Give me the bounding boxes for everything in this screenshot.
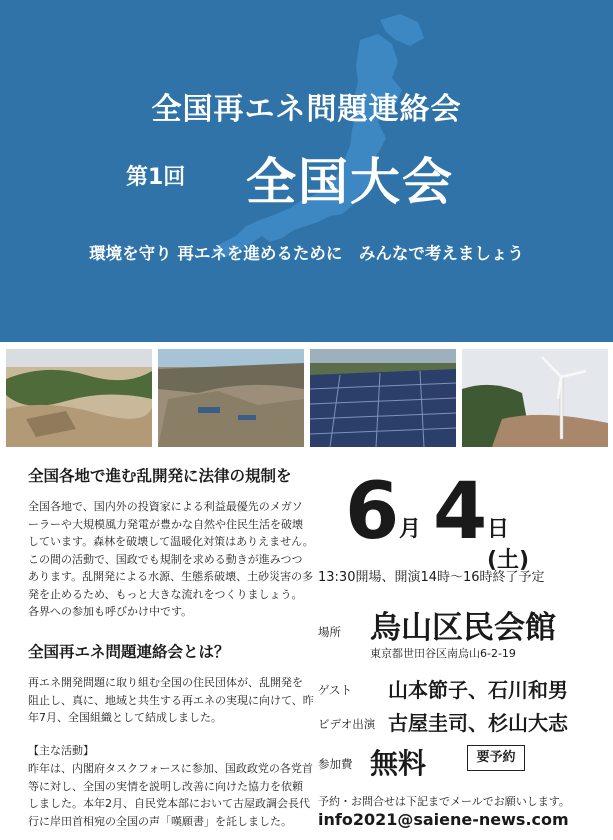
venue-name: 烏山区民会館 [370, 610, 556, 646]
header-banner [0, 0, 613, 342]
photo-wind-turbine [462, 349, 608, 447]
text-line: しています。森林を破壊して温暖化対策はありえません。 [28, 535, 314, 548]
photo-deforested-hillside [6, 349, 152, 447]
tagline: 環境を守り 再エネを進めるために みんなで考えましょう [89, 244, 524, 263]
text-line: 各界への参加も呼びかけ中です。 [28, 605, 193, 618]
text-line: 行に岸田首相宛の全国の声「嘆願書」を託しました。 [28, 814, 292, 828]
heading-about: 全国再エネ問題連絡会とは？ [28, 643, 230, 661]
text-line: ーラーや大規模風力発電が豊かな自然や住民生活を破壊 [28, 517, 303, 531]
reservation-required-badge: 要予約 [467, 745, 525, 771]
text-line: しました。本年2月、自民党本部において古屋政調会長代 [28, 797, 310, 810]
date-day-unit: 日(土) [487, 517, 530, 573]
date-day: 4 [433, 467, 488, 557]
date-month: 6 [345, 467, 400, 557]
photo-solar-array [310, 349, 456, 447]
text-line: 発を止めるため、もっと大きな流れをつくりましょう。 [28, 587, 303, 601]
activities-label: 【主な活動】 [28, 744, 94, 757]
photo-cleared-slope [158, 349, 304, 447]
paragraph-activities [28, 760, 313, 830]
text-line: 阻止し、真に、地域と共生する再エネの実現に向けて、昨 [28, 693, 314, 707]
photo-strip [0, 342, 613, 454]
fee-label: 参加費 [318, 757, 353, 771]
text-line: 全国各地で、国内外の投資家による利益最優先のメガソ [28, 500, 303, 513]
guest-names: 山本節子、石川和男 [388, 678, 568, 702]
date-month-unit: 月 [399, 517, 422, 542]
venue-label: 場所 [318, 625, 341, 639]
video-names: 古屋圭司、杉山大志 [388, 711, 568, 735]
text-line: 昨年は、内閣府タスクフォースに参加、国政政党の各党首 [28, 762, 313, 775]
contact-email[interactable]: info2021@saiene-news.com [318, 810, 569, 829]
text-line: 等に対し、全国の実情を説明し改善に向けた協力を依頼 [28, 779, 303, 793]
text-line: あります。乱開発による水源、生態系破壊、土砂災害の多 [28, 570, 314, 583]
event-time: 13:30開場、開演14時〜16時終了予定 [318, 570, 545, 585]
session-number: 第1回 [126, 165, 186, 190]
convention-title: 全国大会 [246, 153, 454, 211]
text-line: 再エネ開発問題に取り組む全国の住民団体が、乱開発を [28, 676, 303, 689]
fee-value: 無料 [370, 747, 427, 780]
heading-regulation: 全国各地で進む乱開発に法律の規制を [28, 467, 292, 485]
contact-note: 予約・お問合せは下記までメールでお願いします。 [318, 795, 570, 808]
org-title: 全国再エネ問題連絡会 [151, 92, 462, 127]
venue-address: 東京都世田谷区南烏山6-2-19 [370, 647, 516, 660]
video-label: ビデオ出演 [318, 717, 376, 731]
paragraph-regulation [28, 498, 314, 621]
guest-label: ゲスト [318, 683, 353, 697]
text-line: 年7月、全国組織として結成しました。 [28, 711, 222, 724]
paragraph-about [28, 674, 314, 727]
text-line: この間の活動で、国政でも規制を求める動きが進みつつ [28, 552, 303, 566]
